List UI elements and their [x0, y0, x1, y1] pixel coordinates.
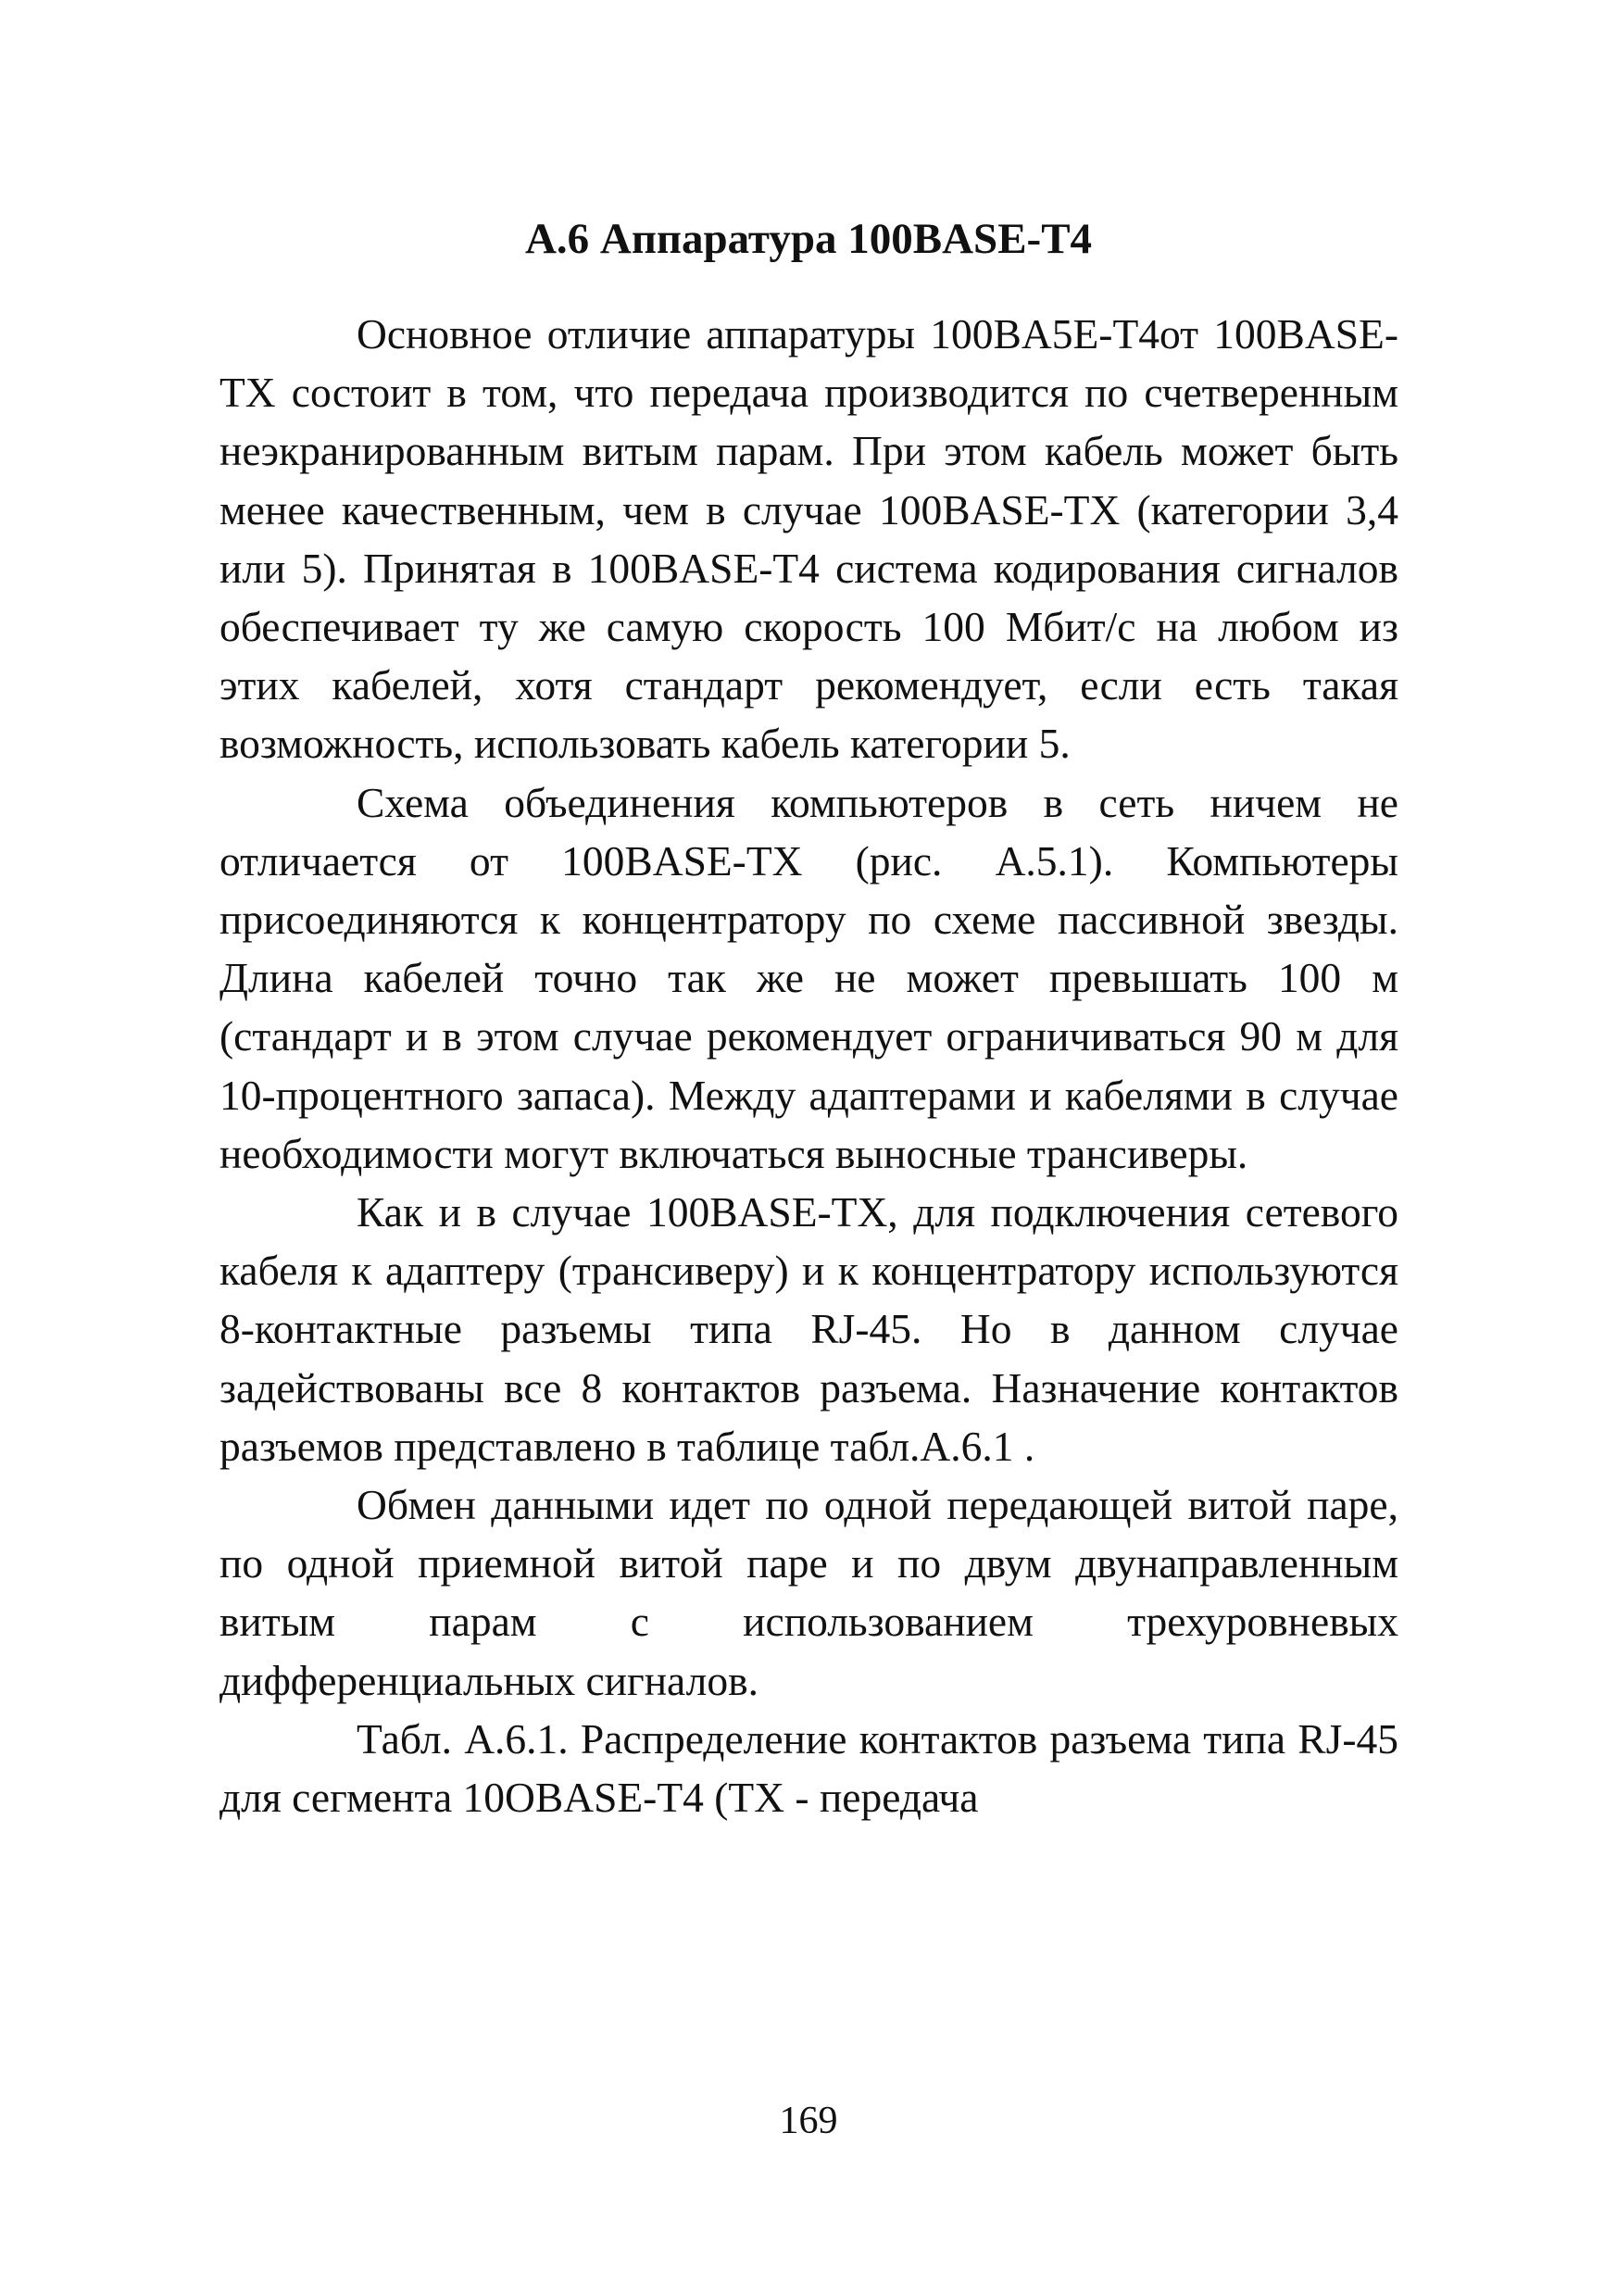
paragraph: Как и в случае 100BASE-TX, для подключения сетевого кабеля к адаптеру (трансиверу) и к концентратору используются 8-контактные разъемы типа RJ-45. Но в данном случае задействованы все 8 контактов разъема. Назначение контактов разъемов представлено в таблице табл.А.6.1 . [219, 1188, 1398, 1470]
paragraph: Схема объединения компьютеров в сеть ничем не отличается от 100BASE-TX (рис. А.5.1). Компьютеры присоединяются к концентратору по схеме пассивной звезды. Длина кабелей точно так же не может превышать 100 м (стандарт и в этом случае рекомендует ограничиваться 90 м для 10-процентного запаса). Между адаптерами и кабелями в случае необходимости могут включаться выносные трансиверы. [219, 778, 1398, 1177]
paragraph: Основное отличие аппаратуры 100BA5E-T4от 100BASE-TX состоит в том, что передача производится по счетверенным неэкранированным витым парам. При этом кабель может быть менее качественным, чем в случае 100BASE-TX (категории 3,4 или 5). Принятая в 100BASE-T4 система кодирования сигналов обеспечивает ту же самую скорость 100 Мбит/с на любом из этих кабелей, хотя стандарт рекомендует, если есть такая возможность, использовать кабель категории 5. [219, 310, 1398, 768]
section-heading: А.6 Аппаратура 100BASE-T4 [524, 215, 1093, 263]
table-caption: Табл. А.6.1. Распределение контактов разъема типа RJ-45 для сегмента 10OBASE-T4 (TX - передача [219, 1714, 1398, 1822]
paragraph: Обмен данными идет по одной передающей витой паре, по одной приемной витой паре и по двум двунаправленным витым парам с использованием трехуровневых дифференциальных сигналов. [219, 1481, 1398, 1704]
body-text [219, 305, 1398, 1826]
page-number: 169 [779, 2100, 838, 2142]
